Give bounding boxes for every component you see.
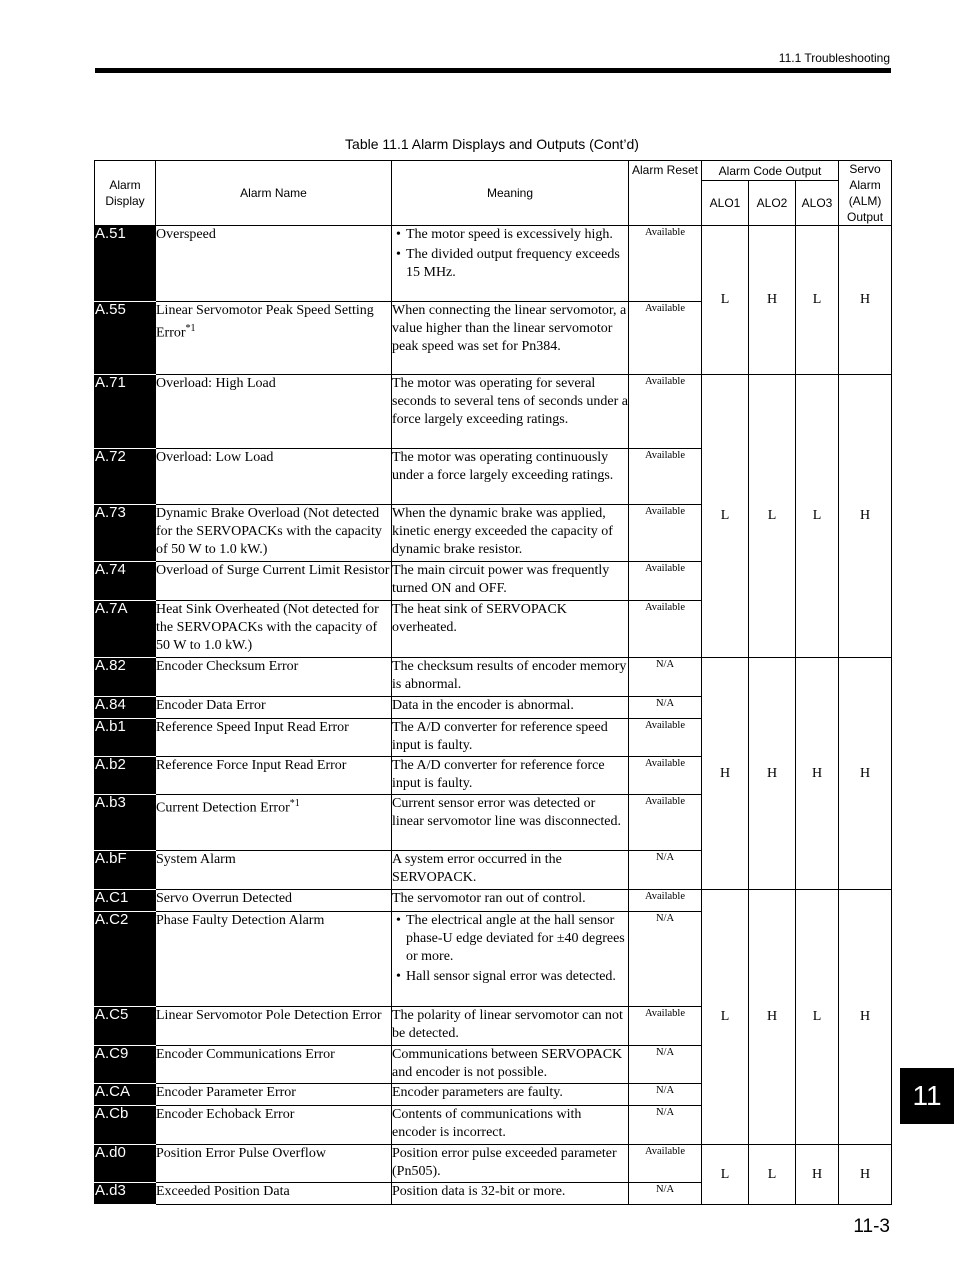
- table-row: [95, 375, 892, 449]
- alarm-reset: N/A: [629, 1183, 702, 1205]
- alarm-meaning: The A/D converter for reference force input is faulty.: [392, 757, 629, 795]
- alarm-reset: Available: [629, 302, 702, 375]
- alarm-display-code: A.55: [95, 302, 156, 375]
- alarm-name-text: Encoder Checksum Error: [156, 659, 299, 674]
- alarm-name: [156, 302, 392, 375]
- alarm-meaning: Current sensor error was detected or linear servomotor line was disconnected.: [392, 795, 629, 851]
- alarm-reset: N/A: [629, 851, 702, 890]
- alarm-name-text: Servo Overrun Detected: [156, 891, 293, 906]
- alo2-output: L: [749, 375, 796, 658]
- alarm-name: [156, 851, 392, 890]
- alarm-name-text: Overload: High Load: [156, 376, 276, 391]
- alarm-name-text: Encoder Communications Error: [156, 1047, 335, 1062]
- alarm-name: [156, 697, 392, 719]
- col-header-code-group: Alarm Code Output: [702, 161, 839, 181]
- meaning-bullet: • Hall sensor signal error was detected.: [392, 968, 628, 986]
- alarm-meaning: The A/D converter for reference speed input is faulty.: [392, 719, 629, 757]
- alarm-name: [156, 1007, 392, 1046]
- alarm-reset: Available: [629, 601, 702, 658]
- alarm-reset: N/A: [629, 658, 702, 697]
- alarm-display-code: A.b2: [95, 757, 156, 795]
- alarm-reset: Available: [629, 449, 702, 505]
- alarm-meaning: Contents of communications with encoder is incorrect.: [392, 1106, 629, 1145]
- alo1-output: L: [702, 890, 749, 1145]
- alarm-reset: Available: [629, 375, 702, 449]
- alarm-reset: N/A: [629, 697, 702, 719]
- alarm-display-code: A.C1: [95, 890, 156, 912]
- alo1-output: L: [702, 375, 749, 658]
- alarm-meaning: A system error occurred in the SERVOPACK.: [392, 851, 629, 890]
- alarm-name: [156, 719, 392, 757]
- alarm-reset: Available: [629, 1007, 702, 1046]
- alarm-meaning: Position error pulse exceeded parameter (Pn505).: [392, 1145, 629, 1183]
- alarm-name: [156, 757, 392, 795]
- alarm-name-text: Reference Speed Input Read Error: [156, 720, 349, 735]
- alo2-output: H: [749, 890, 796, 1145]
- alarm-name-text: Heat Sink Overheated (Not detected for the SERVOPACKs with the capacity of 50 W to 1.0 kW.): [156, 602, 379, 653]
- alarm-reset: N/A: [629, 912, 702, 1007]
- meaning-bullet: • The divided output frequency exceeds 15 MHz.: [392, 246, 628, 282]
- servo-alarm-output: H: [839, 226, 892, 375]
- table-row: [95, 226, 892, 302]
- alarm-meaning: The servomotor ran out of control.: [392, 890, 629, 912]
- alarm-reset: Available: [629, 505, 702, 562]
- alo3-output: L: [796, 375, 839, 658]
- footnote-marker: *1: [185, 323, 196, 334]
- alo3-output: H: [796, 1145, 839, 1205]
- table-row: [95, 1145, 892, 1183]
- alarm-display-code: A.84: [95, 697, 156, 719]
- alarm-display-code: A.C5: [95, 1007, 156, 1046]
- alarm-name-text: Current Detection Error: [156, 800, 290, 816]
- alarm-meaning: The motor was operating for several seconds to several tens of seconds under a force largely exceeding ratings.: [392, 375, 629, 449]
- alarm-display-code: A.d0: [95, 1145, 156, 1183]
- alo2-output: H: [749, 658, 796, 890]
- alarm-display-code: A.74: [95, 562, 156, 601]
- alarm-meaning: When connecting the linear servomotor, a value higher than the linear servomotor peak speed was set for Pn384.: [392, 302, 629, 375]
- col-header-alo2: ALO2: [749, 181, 796, 226]
- page-number: 11-3: [853, 1216, 890, 1237]
- meaning-bullet-list: [392, 912, 628, 986]
- alarm-name: [156, 1046, 392, 1084]
- alo2-output: L: [749, 1145, 796, 1205]
- alarm-reset: Available: [629, 795, 702, 851]
- alarm-display-code: A.Cb: [95, 1106, 156, 1145]
- alo3-output: H: [796, 658, 839, 890]
- alarm-name-text: Dynamic Brake Overload (Not detected for the SERVOPACKs with the capacity of 50 W to 1.0 kW.): [156, 506, 382, 557]
- alarm-name-text: Phase Faulty Detection Alarm: [156, 913, 325, 928]
- meaning-bullet: • The electrical angle at the hall sensor phase-U edge deviated for ±40 degrees or more.: [392, 912, 628, 966]
- alarm-reset: Available: [629, 226, 702, 302]
- alarm-reset: N/A: [629, 1046, 702, 1084]
- alarm-reset: N/A: [629, 1106, 702, 1145]
- alarm-meaning: Encoder parameters are faulty.: [392, 1084, 629, 1106]
- alarm-meaning: The checksum results of encoder memory is abnormal.: [392, 658, 629, 697]
- alarm-meaning: The heat sink of SERVOPACK overheated.: [392, 601, 629, 658]
- alarm-display-code: A.b3: [95, 795, 156, 851]
- alarm-name-text: Encoder Data Error: [156, 698, 266, 713]
- alarm-name: [156, 1145, 392, 1183]
- alo1-output: L: [702, 226, 749, 375]
- alarm-reset: Available: [629, 890, 702, 912]
- col-header-name: Alarm Name: [156, 161, 392, 226]
- alarm-display-code: A.bF: [95, 851, 156, 890]
- alarm-display-code: A.C2: [95, 912, 156, 1007]
- col-header-servo: Servo Alarm (ALM) Output: [839, 161, 892, 226]
- alarm-reset: Available: [629, 719, 702, 757]
- table-caption: Table 11.1 Alarm Displays and Outputs (Cont’d): [345, 136, 639, 152]
- chapter-tab: 11: [900, 1068, 954, 1124]
- alarm-display-code: A.C9: [95, 1046, 156, 1084]
- col-header-reset: Alarm Reset: [629, 161, 702, 226]
- alarm-name-text: Linear Servomotor Pole Detection Error: [156, 1008, 382, 1023]
- alarm-reset: Available: [629, 1145, 702, 1183]
- alarm-name: [156, 912, 392, 1007]
- alarm-meaning: [392, 912, 629, 1007]
- footnote-marker: *1: [289, 798, 300, 809]
- col-header-meaning: Meaning: [392, 161, 629, 226]
- col-header-alo1: ALO1: [702, 181, 749, 226]
- alarm-meaning: The polarity of linear servomotor can not be detected.: [392, 1007, 629, 1046]
- alarm-meaning: The motor was operating continuously under a force largely exceeding ratings.: [392, 449, 629, 505]
- alarm-display-code: A.73: [95, 505, 156, 562]
- servo-alarm-output: H: [839, 375, 892, 658]
- running-header: 11.1 Troubleshooting: [778, 51, 890, 65]
- alarm-display-code: A.71: [95, 375, 156, 449]
- alarm-reset: N/A: [629, 1084, 702, 1106]
- alarm-display-code: A.d3: [95, 1183, 156, 1205]
- alarm-reset: Available: [629, 562, 702, 601]
- alarm-name: [156, 449, 392, 505]
- alo2-output: H: [749, 226, 796, 375]
- alarm-name: [156, 375, 392, 449]
- alarm-name: [156, 601, 392, 658]
- col-header-display: Alarm Display: [95, 161, 156, 226]
- alarm-name-text: Overload of Surge Current Limit Resistor: [156, 563, 390, 578]
- alarm-meaning: Communications between SERVOPACK and encoder is not possible.: [392, 1046, 629, 1084]
- servo-alarm-output: H: [839, 890, 892, 1145]
- alarm-name-text: Overload: Low Load: [156, 450, 274, 465]
- alo1-output: H: [702, 658, 749, 890]
- servo-alarm-output: H: [839, 658, 892, 890]
- alarm-table-body: [95, 226, 892, 1205]
- alarm-display-code: A.72: [95, 449, 156, 505]
- alarm-name-text: Encoder Parameter Error: [156, 1085, 296, 1100]
- alarm-name: [156, 890, 392, 912]
- alarm-display-code: A.CA: [95, 1084, 156, 1106]
- alarm-name-text: Encoder Echoback Error: [156, 1107, 295, 1122]
- alarm-name: [156, 795, 392, 851]
- alarm-meaning: When the dynamic brake was applied, kinetic energy exceeded the capacity of dynamic brake resistor.: [392, 505, 629, 562]
- alarm-meaning: Data in the encoder is abnormal.: [392, 697, 629, 719]
- alarm-name-text: Linear Servomotor Peak Speed Setting Error: [156, 303, 374, 341]
- alarm-meaning: The main circuit power was frequently turned ON and OFF.: [392, 562, 629, 601]
- alarm-display-code: A.51: [95, 226, 156, 302]
- alarm-name: [156, 658, 392, 697]
- alarm-name: [156, 562, 392, 601]
- alarm-name-text: Reference Force Input Read Error: [156, 758, 347, 773]
- alarm-name-text: Exceeded Position Data: [156, 1184, 290, 1199]
- table-row: [95, 890, 892, 912]
- alarm-name: [156, 505, 392, 562]
- servo-alarm-output: H: [839, 1145, 892, 1205]
- meaning-bullet: • The motor speed is excessively high.: [392, 226, 628, 244]
- alarm-display-code: A.b1: [95, 719, 156, 757]
- alarm-display-code: A.82: [95, 658, 156, 697]
- alo1-output: L: [702, 1145, 749, 1205]
- alarm-name-text: Overspeed: [156, 227, 216, 242]
- col-header-alo3: ALO3: [796, 181, 839, 226]
- alarm-meaning: Position data is 32-bit or more.: [392, 1183, 629, 1205]
- alarm-name-text: System Alarm: [156, 852, 236, 867]
- meaning-bullet-list: [392, 226, 628, 282]
- alarm-name: [156, 226, 392, 302]
- alarm-meaning: [392, 226, 629, 302]
- alarm-reset: Available: [629, 757, 702, 795]
- alarm-table: [94, 160, 892, 1205]
- alo3-output: L: [796, 226, 839, 375]
- alarm-name: [156, 1106, 392, 1145]
- alarm-name: [156, 1084, 392, 1106]
- table-row: [95, 658, 892, 697]
- alarm-name: [156, 1183, 392, 1205]
- alarm-name-text: Position Error Pulse Overflow: [156, 1146, 326, 1161]
- alarm-display-code: A.7A: [95, 601, 156, 658]
- alo3-output: L: [796, 890, 839, 1145]
- header-rule: [95, 68, 891, 73]
